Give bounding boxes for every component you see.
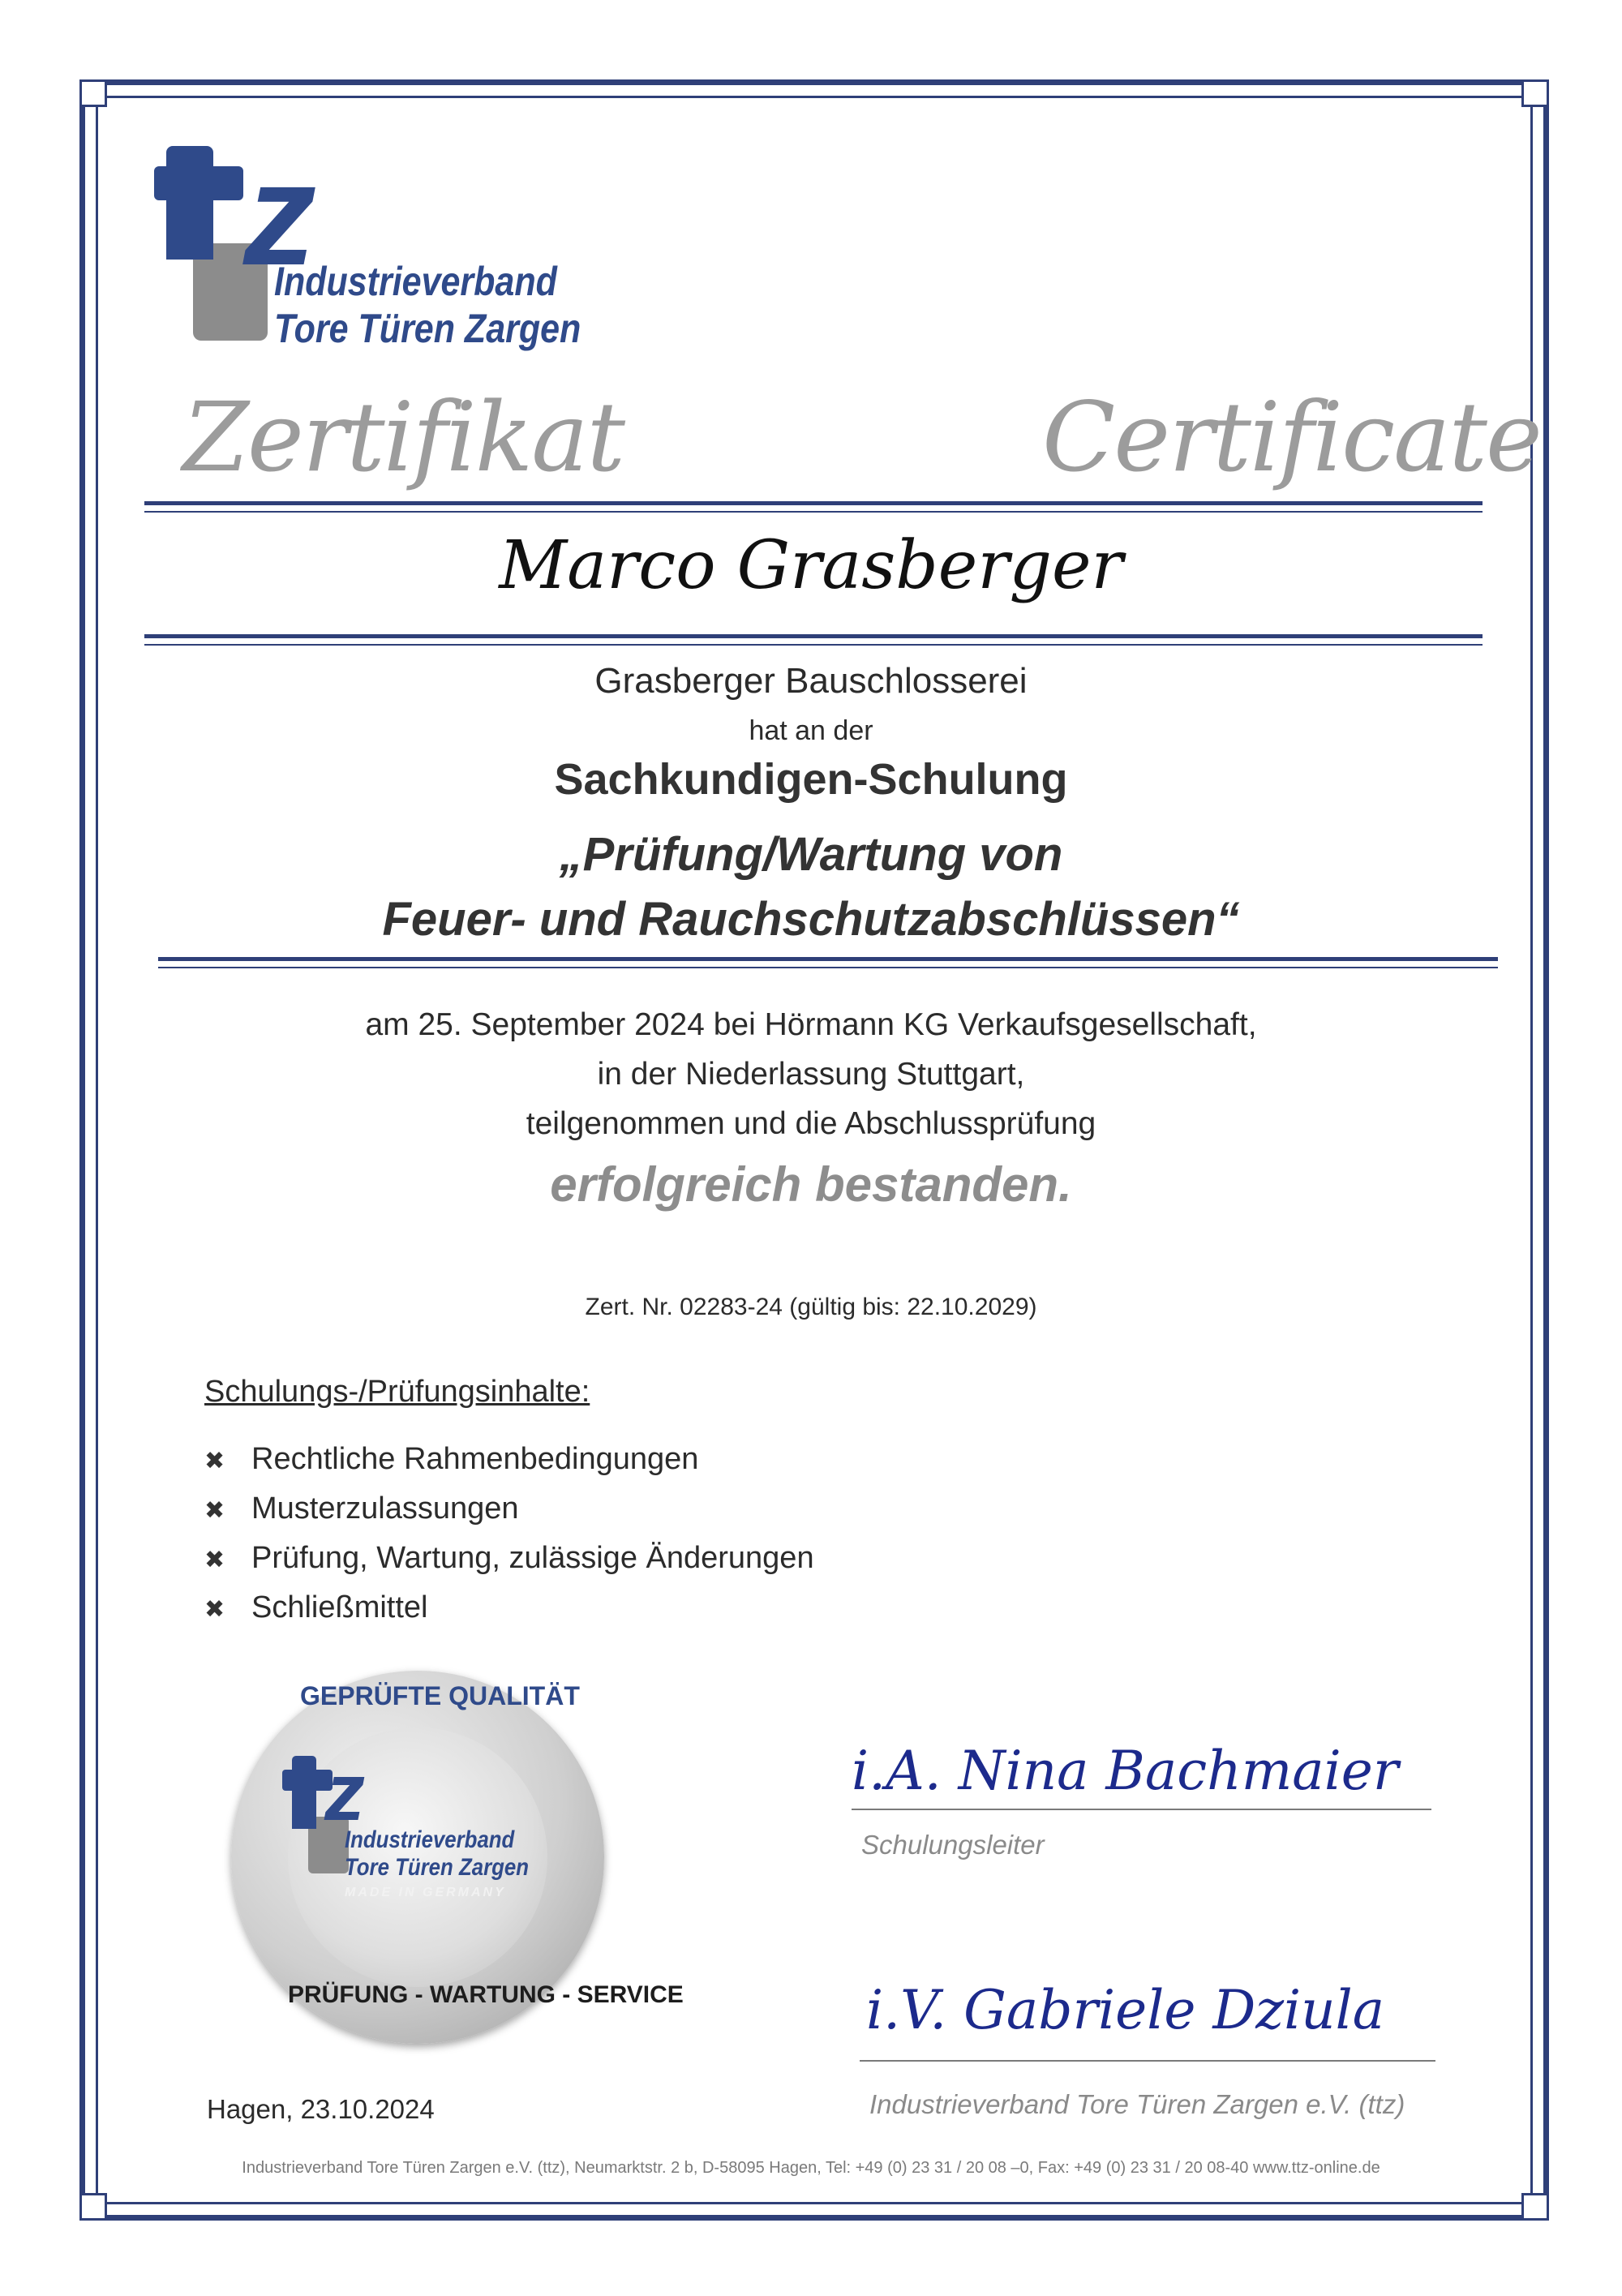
logo-t-stem (166, 146, 213, 260)
cross-bullet-icon: ✖ (204, 1448, 225, 1474)
details-line2: in der Niederlassung Stuttgart, (597, 1057, 1025, 1092)
list-item (204, 1485, 814, 1534)
divider (144, 501, 1483, 505)
seal-line2: Tore Türen Zargen (345, 1854, 529, 1881)
place-date: Hagen, 23.10.2024 (207, 2094, 435, 2124)
frame-corner (1521, 2193, 1549, 2221)
seal-logo-text (345, 1826, 529, 1882)
footer-address: Industrieverband Tore Türen Zargen e.V. (ttz), Neumarktstr. 2 b, D-58095 Hagen, Tel: +49 (0) 23 31 / 20 08 –0, Fax: +49 (0) 23 31 / 20 08-40 www.ttz-online.de (242, 2159, 1380, 2177)
cross-bullet-icon: ✖ (204, 1547, 225, 1573)
logo-t-bar (154, 166, 243, 200)
divider (144, 644, 1483, 646)
logo-z-letter: z (243, 133, 308, 296)
details-line1: am 25. September 2024 bei Hörmann KG Verkaufsgesellschaft, (365, 1007, 1257, 1042)
frame-corner (79, 79, 107, 107)
contents-heading: Schulungs-/Prüfungsinhalte: (204, 1375, 590, 1409)
cross-bullet-icon: ✖ (204, 1596, 225, 1623)
logo-text (274, 258, 581, 352)
list-item (204, 1584, 814, 1633)
cross-bullet-icon: ✖ (204, 1497, 225, 1524)
seal-made-in: MADE IN GERMANY (345, 1886, 506, 1899)
signature-1-label: Schulungsleiter (861, 1830, 1045, 1860)
seal-line1: Industrieverband (345, 1826, 515, 1853)
divider (144, 511, 1483, 513)
certificate-number: Zert. Nr. 02283-24 (gültig bis: 22.10.2029) (585, 1294, 1037, 1320)
list-item-label: Rechtliche Rahmenbedingungen (251, 1442, 699, 1476)
list-item-label: Prüfung, Wartung, zulässige Änderungen (251, 1541, 814, 1575)
company-name: Grasberger Bauschlosserei (594, 661, 1028, 701)
list-item-label: Musterzulassungen (251, 1491, 519, 1526)
divider (158, 967, 1498, 968)
course-title-line2: Feuer- und Rauchschutzabschlüssen“ (382, 893, 1240, 946)
recipient-name: Marco Grasberger (499, 527, 1123, 604)
result-text: erfolgreich bestanden. (550, 1157, 1072, 1212)
contents-list (204, 1436, 814, 1633)
frame-corner (1521, 79, 1549, 107)
signature-2-label: Industrieverband Tore Türen Zargen e.V. (ttz) (869, 2089, 1405, 2119)
divider (144, 634, 1483, 638)
signature-line (860, 2060, 1435, 2062)
frame-corner (79, 2193, 107, 2221)
seal-ring-top-text: GEPRÜFTE QUALITÄT (300, 1681, 580, 1710)
seal-logo-z: z (324, 1747, 365, 1838)
title-zertifikat: Zertifikat (182, 381, 624, 493)
course-type: Sachkundigen-Schulung (554, 755, 1068, 804)
signature-1: i.A. Nina Bachmaier (852, 1740, 1399, 1802)
list-item (204, 1534, 814, 1584)
signature-line (852, 1809, 1431, 1810)
title-certificate: Certificate (1042, 381, 1541, 493)
logo-line1: Industrieverband (274, 259, 557, 304)
logo-line2: Tore Türen Zargen (274, 306, 581, 351)
signature-2: i.V. Gabriele Dziula (866, 1979, 1385, 2041)
course-title-line1: „Prüfung/Wartung von (559, 828, 1063, 881)
details-line3: teilgenommen und die Abschlussprüfung (526, 1106, 1096, 1141)
list-item-label: Schließmittel (251, 1590, 428, 1624)
divider (158, 957, 1498, 961)
seal-logo-t-stem (292, 1756, 316, 1829)
intro-text: hat an der (749, 715, 873, 746)
seal-ring-bottom-text: PRÜFUNG - WARTUNG - SERVICE (288, 1981, 684, 2008)
list-item (204, 1436, 814, 1485)
